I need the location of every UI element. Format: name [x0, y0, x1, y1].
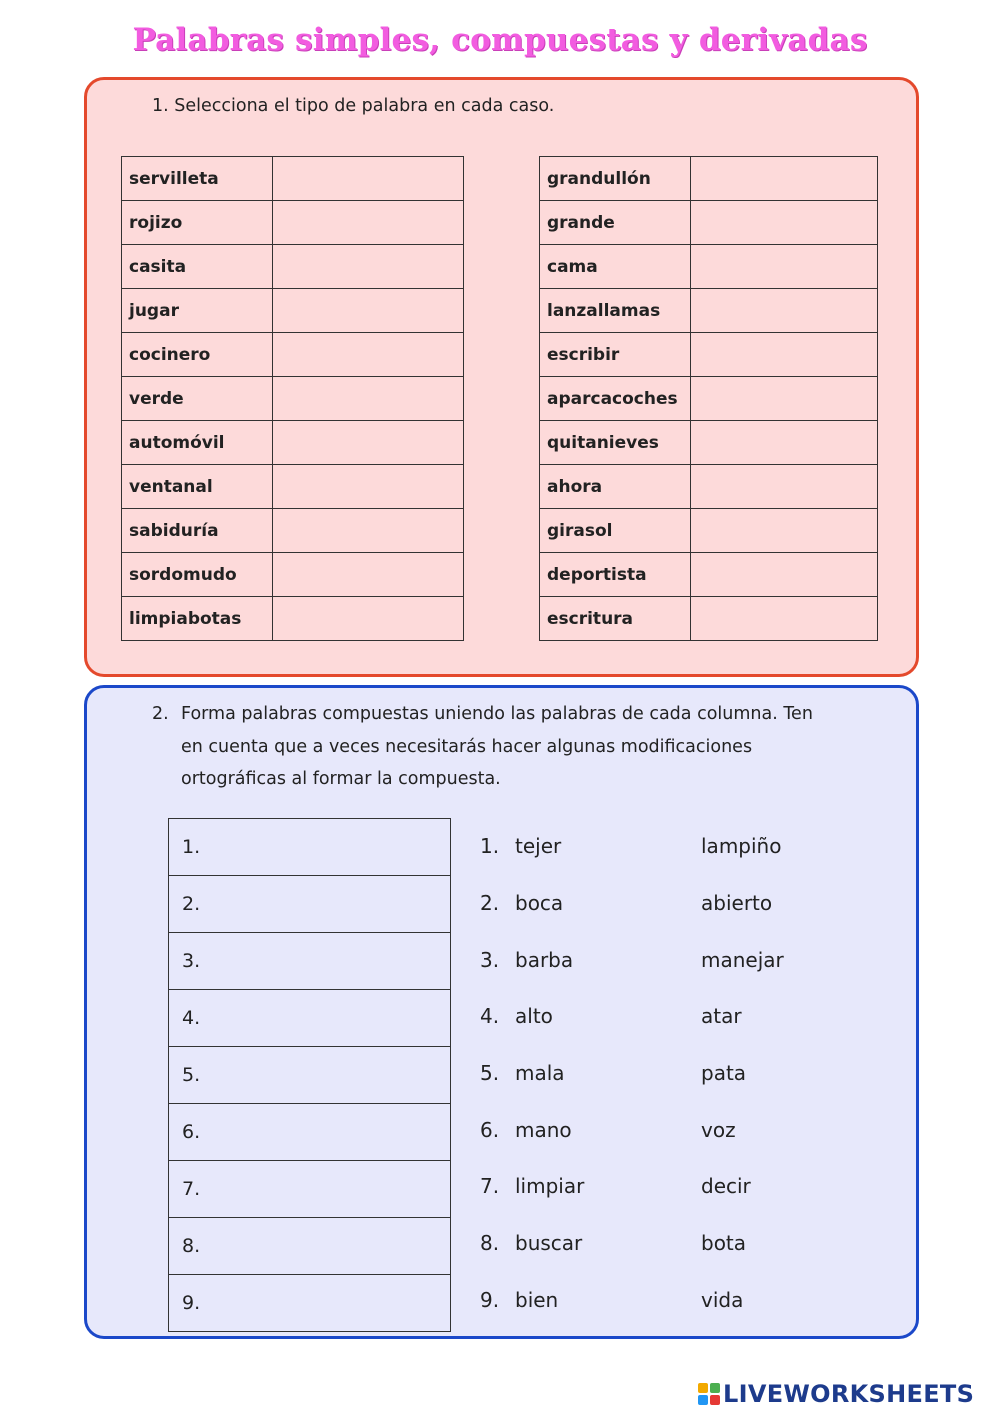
first-word: barba — [515, 947, 574, 972]
pair-number: 6. — [480, 1117, 500, 1142]
pair-number: 5. — [480, 1061, 500, 1086]
word-type-select[interactable] — [273, 333, 464, 377]
answer-field[interactable]: 8. — [169, 1218, 451, 1275]
word-type-select[interactable] — [691, 421, 878, 465]
word-cell: casita — [122, 245, 273, 289]
word-cell: escritura — [540, 597, 691, 641]
word-type-select[interactable] — [691, 509, 878, 553]
right-word-row — [540, 157, 878, 201]
right-word-row — [540, 333, 878, 377]
word-type-select[interactable] — [273, 157, 464, 201]
word-type-select[interactable] — [273, 245, 464, 289]
answer-row — [169, 1218, 451, 1275]
pair-number: 8. — [480, 1231, 500, 1256]
word-cell: sabiduría — [122, 509, 273, 553]
first-word: limpiar — [515, 1174, 585, 1199]
answer-table — [168, 818, 451, 1332]
answer-row — [169, 876, 451, 933]
pair-number: 7. — [480, 1174, 500, 1199]
second-word: manejar — [701, 947, 784, 972]
exercise-2-number: 2. — [152, 704, 169, 724]
first-word: mala — [515, 1061, 565, 1086]
first-word: tejer — [515, 834, 562, 859]
second-word: decir — [701, 1174, 751, 1199]
word-type-select[interactable] — [273, 553, 464, 597]
right-word-row — [540, 245, 878, 289]
first-word: alto — [515, 1004, 553, 1029]
instruction-line-1: Forma palabras compuestas uniendo las palabras de cada columna. Ten — [181, 704, 813, 724]
word-type-select[interactable] — [273, 465, 464, 509]
word-cell: automóvil — [122, 421, 273, 465]
word-type-select[interactable] — [273, 509, 464, 553]
left-word-row — [122, 289, 464, 333]
logo-text: LIVEWORKSHEETS — [723, 1380, 975, 1408]
word-pair-row — [480, 988, 841, 1045]
word-cell: girasol — [540, 509, 691, 553]
word-cell: cocinero — [122, 333, 273, 377]
right-word-row — [540, 201, 878, 245]
answer-row — [169, 990, 451, 1047]
left-word-row — [122, 509, 464, 553]
word-type-select[interactable] — [273, 289, 464, 333]
word-type-select[interactable] — [691, 201, 878, 245]
pair-number: 9. — [480, 1287, 500, 1312]
answer-row — [169, 1047, 451, 1104]
liveworksheets-logo-icon — [698, 1383, 720, 1405]
second-word: pata — [701, 1061, 747, 1086]
answer-field[interactable]: 7. — [169, 1161, 451, 1218]
right-word-row — [540, 421, 878, 465]
word-type-select[interactable] — [691, 597, 878, 641]
first-word: mano — [515, 1117, 572, 1142]
word-cell: jugar — [122, 289, 273, 333]
word-pairs-list — [480, 818, 841, 1328]
answer-row — [169, 819, 451, 876]
word-cell: quitanieves — [540, 421, 691, 465]
pair-number: 1. — [480, 834, 500, 859]
left-word-row — [122, 333, 464, 377]
word-cell: ahora — [540, 465, 691, 509]
answer-field[interactable]: 6. — [169, 1104, 451, 1161]
word-cell: grande — [540, 201, 691, 245]
answer-field[interactable]: 1. — [169, 819, 451, 876]
answer-field[interactable]: 5. — [169, 1047, 451, 1104]
first-word: buscar — [515, 1231, 583, 1256]
second-word: vida — [701, 1287, 744, 1312]
word-pair-row — [480, 1215, 841, 1272]
second-word: voz — [701, 1117, 736, 1142]
word-cell: grandullón — [540, 157, 691, 201]
instruction-line-3: ortográficas al formar la compuesta. — [181, 769, 501, 789]
first-word: boca — [515, 891, 564, 916]
word-type-select[interactable] — [691, 157, 878, 201]
right-word-row — [540, 597, 878, 641]
pair-number: 3. — [480, 947, 500, 972]
word-cell: rojizo — [122, 201, 273, 245]
right-word-row — [540, 377, 878, 421]
word-pair-row — [480, 1045, 841, 1102]
word-cell: limpiabotas — [122, 597, 273, 641]
right-word-row — [540, 289, 878, 333]
right-word-row — [540, 553, 878, 597]
right-word-row — [540, 465, 878, 509]
right-word-row — [540, 509, 878, 553]
word-pair-row — [480, 818, 841, 875]
answer-field[interactable]: 4. — [169, 990, 451, 1047]
word-type-select[interactable] — [691, 377, 878, 421]
liveworksheets-logo[interactable] — [698, 1379, 974, 1409]
pair-number: 4. — [480, 1004, 500, 1029]
answer-row — [169, 1161, 451, 1218]
word-cell: ventanal — [122, 465, 273, 509]
word-type-select[interactable] — [273, 377, 464, 421]
left-word-row — [122, 421, 464, 465]
word-table-left — [121, 156, 464, 641]
word-type-select[interactable] — [691, 289, 878, 333]
left-word-row — [122, 377, 464, 421]
word-pair-row — [480, 1158, 841, 1215]
word-cell: sordomudo — [122, 553, 273, 597]
word-cell: cama — [540, 245, 691, 289]
answer-field[interactable]: 3. — [169, 933, 451, 990]
word-type-select[interactable] — [273, 597, 464, 641]
word-table-right — [539, 156, 878, 641]
second-word: atar — [701, 1004, 742, 1029]
first-word: bien — [515, 1287, 559, 1312]
second-word: lampiño — [701, 834, 782, 859]
left-word-row — [122, 553, 464, 597]
word-pair-row — [480, 1101, 841, 1158]
second-word: bota — [701, 1231, 747, 1256]
left-word-row — [122, 157, 464, 201]
word-cell: servilleta — [122, 157, 273, 201]
word-pair-row — [480, 931, 841, 988]
answer-field[interactable]: 2. — [169, 876, 451, 933]
word-type-select[interactable] — [691, 333, 878, 377]
left-word-row — [122, 465, 464, 509]
answer-row — [169, 933, 451, 990]
word-pair-row — [480, 1272, 841, 1329]
word-type-select[interactable] — [691, 553, 878, 597]
answer-row — [169, 1104, 451, 1161]
left-word-row — [122, 201, 464, 245]
word-type-select[interactable] — [691, 245, 878, 289]
answer-row — [169, 1275, 451, 1332]
left-word-row — [122, 245, 464, 289]
word-cell: escribir — [540, 333, 691, 377]
exercise-1-instruction: 1. Selecciona el tipo de palabra en cada caso. — [152, 96, 555, 116]
word-type-select[interactable] — [273, 421, 464, 465]
word-type-select[interactable] — [273, 201, 464, 245]
second-word: abierto — [701, 891, 773, 916]
pair-number: 2. — [480, 891, 500, 916]
left-word-row — [122, 597, 464, 641]
word-cell: deportista — [540, 553, 691, 597]
word-type-select[interactable] — [691, 465, 878, 509]
instruction-line-2: en cuenta que a veces necesitarás hacer algunas modificaciones — [181, 736, 753, 757]
exercise-2-instruction — [152, 698, 892, 796]
word-cell: verde — [122, 377, 273, 421]
word-pair-row — [480, 875, 841, 932]
page-title: Palabras simples, compuestas y derivadas — [132, 22, 868, 58]
word-cell: aparcacoches — [540, 377, 691, 421]
answer-field[interactable]: 9. — [169, 1275, 451, 1332]
word-cell: lanzallamas — [540, 289, 691, 333]
